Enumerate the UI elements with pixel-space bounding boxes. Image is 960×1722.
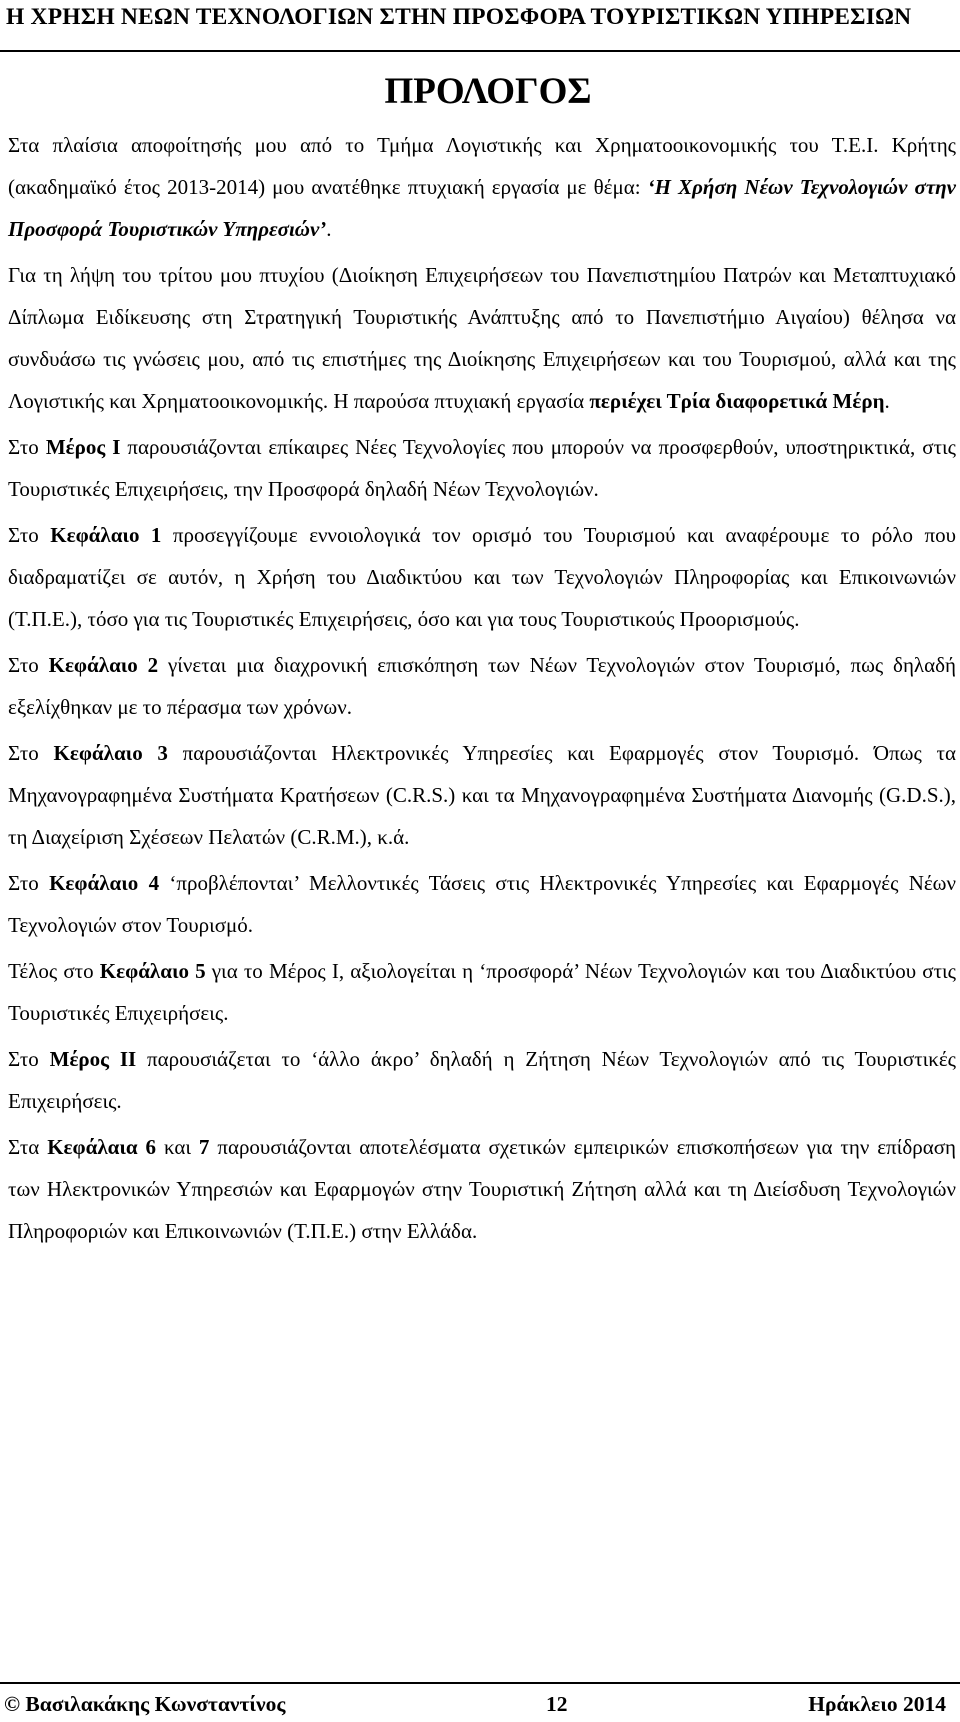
chapter-5-label: Κεφάλαιο 5: [99, 959, 206, 983]
three-parts-emphasis: περιέχει Τρία διαφορετικά Μέρη: [589, 389, 885, 413]
chapter-2-text: γίνεται μια διαχρονική επισκόπηση των Νέων Τεχνολογιών στον Τουρισμό, πως δηλαδή εξελίχθηκαν με το πέρασμα των χρόνων.: [8, 653, 956, 719]
intro-end: .: [326, 217, 332, 241]
part-2-label: Μέρος ΙΙ: [49, 1047, 137, 1071]
thesis-title: ‘Η Χρήση Νέων Τεχνολογιών στην Προσφορά Τουριστικών Υπηρεσιών’: [8, 175, 956, 241]
part-1-text: παρουσιάζονται επίκαιρες Νέες Τεχνολογίες που μπορούν να προσφερθούν, υποστηρικτικά, στις Τουριστικές Επιχειρήσεις, την Προσφορά δηλαδή Νέων Τεχνολογιών.: [8, 435, 956, 501]
paragraph-chapter-1: [8, 514, 956, 640]
paragraph-chapter-2: [8, 644, 956, 728]
paragraph-part-1: [8, 426, 956, 510]
chapter-6-label: Κεφάλαια 6: [47, 1135, 157, 1159]
running-header-title: Η ΧΡΗΣΗ ΝΕΩΝ ΤΕΧΝΟΛΟΓΙΩΝ ΣΤΗΝ ΠΡΟΣΦΟΡΑ ΤΟΥΡΙΣΤΙΚΩΝ ΥΠΗΡΕΣΙΩΝ: [6, 4, 912, 30]
paragraph-chapters-6-7: [8, 1126, 956, 1252]
chapter-7-label: 7: [198, 1135, 210, 1159]
paragraph-part-2: [8, 1038, 956, 1122]
chapters-6-7-text: παρουσιάζονται αποτελέσματα σχετικών εμπειρικών επισκοπήσεων για την επίδραση των Ηλεκτρονικών Υπηρεσιών και Εφαρμογών στην Τουριστική Ζήτηση αλλά και τη Διείσδυση Τεχνολογιών Πληροφοριών και Επικοινωνιών (Τ.Π.Ε.) στην Ελλάδα.: [8, 1135, 956, 1243]
chapter-4-label: Κεφάλαιο 4: [49, 871, 160, 895]
paragraph-intro: [8, 124, 956, 250]
part-2-prefix: Στο: [8, 1047, 50, 1071]
background-text: Για τη λήψη του τρίτου μου πτυχίου (Διοίκηση Επιχειρήσεων του Πανεπιστημίου Πατρών και Μεταπτυχιακό Δίπλωμα Ειδίκευσης στη Στρατηγική Τουριστικής Ανάπτυξης από το Πανεπιστήμιο Αιγαίου) θέλησα να συνδυάσω τις γνώσεις μου, από τις επιστήμες της Διοίκησης Επιχειρήσεων και του Τουρισμού, αλλά και της Λογιστικής και Χρηματοοικονομικής. Η παρούσα πτυχιακή εργασία: [8, 263, 956, 413]
part-1-label: Μέρος Ι: [45, 435, 121, 459]
chapter-1-text: προσεγγίζουμε εννοιολογικά τον ορισμό του Τουρισμού και αναφέρουμε το ρόλο που διαδραματίζει σε αυτόν, η Χρήση του Διαδικτύου και των Τεχνολογιών Πληροφορίας και Επικοινωνιών (Τ.Π.Ε.), τόσο για τις Τουριστικές Επιχειρήσεις, όσο και για τους Τουριστικούς Προορισμούς.: [8, 523, 956, 631]
page-header: [0, 0, 960, 54]
chapters-6-7-and: και: [156, 1135, 199, 1159]
footer-divider: [0, 1682, 960, 1684]
intro-text: Στα πλαίσια αποφοίτησής μου από το Τμήμα Λογιστικής και Χρηματοοικονομικής του Τ.Ε.Ι. Κρήτης (ακαδημαϊκό έτος 2013-2014) μου ανατέθηκε πτυχιακή εργασία με θέμα:: [8, 133, 956, 199]
header-divider: [0, 50, 960, 52]
chapter-3-prefix: Στο: [8, 741, 54, 765]
part-2-text: παρουσιάζεται το ‘άλλο άκρο’ δηλαδή η Ζήτηση Νέων Τεχνολογιών από τις Τουριστικές Επιχειρήσεις.: [8, 1047, 956, 1113]
chapter-3-text: παρουσιάζονται Ηλεκτρονικές Υπηρεσίες και Εφαρμογές στον Τουρισμό. Όπως τα Μηχανογραφημένα Συστήματα Κρατήσεων (C.R.S.) και τα Μηχανογραφημένα Συστήματα Διανομής (G.D.S.), τη Διαχείριση Σχέσεων Πελατών (C.R.M.), κ.ά.: [8, 741, 956, 849]
chapter-4-prefix: Στο: [8, 871, 50, 895]
chapter-5-prefix: Τέλος στο: [8, 959, 100, 983]
footer-author: © Βασιλακάκης Κωνσταντίνος: [4, 1692, 286, 1716]
chapter-1-label: Κεφάλαιο 1: [50, 523, 162, 547]
chapter-4-text: ‘προβλέπονται’ Μελλοντικές Τάσεις στις Ηλεκτρονικές Υπηρεσίες και Εφαρμογές Νέων Τεχνολογιών στον Τουρισμό.: [8, 871, 956, 937]
page-footer: [0, 1682, 960, 1722]
chapter-5-text: για το Μέρος Ι, αξιολογείται η ‘προσφορά’ Νέων Τεχνολογιών και του Διαδικτύου στις Τουριστικές Επιχειρήσεις.: [8, 959, 956, 1025]
part-1-prefix: Στο: [8, 435, 46, 459]
paragraph-chapter-4: [8, 862, 956, 946]
chapters-6-7-prefix: Στα: [8, 1135, 48, 1159]
document-body: [8, 70, 956, 1256]
paragraph-chapter-5: [8, 950, 956, 1034]
page-title: ΠΡΟΛΟΓΟΣ: [384, 71, 592, 112]
page-number: 12: [546, 1692, 568, 1716]
chapter-1-prefix: Στο: [8, 523, 51, 547]
background-end: .: [884, 389, 890, 413]
chapter-3-label: Κεφάλαιο 3: [53, 741, 168, 765]
paragraph-background: [8, 254, 956, 422]
chapter-2-label: Κεφάλαιο 2: [48, 653, 159, 677]
footer-place-date: Ηράκλειο 2014: [808, 1692, 946, 1716]
chapter-2-prefix: Στο: [8, 653, 49, 677]
paragraph-chapter-3: [8, 732, 956, 858]
